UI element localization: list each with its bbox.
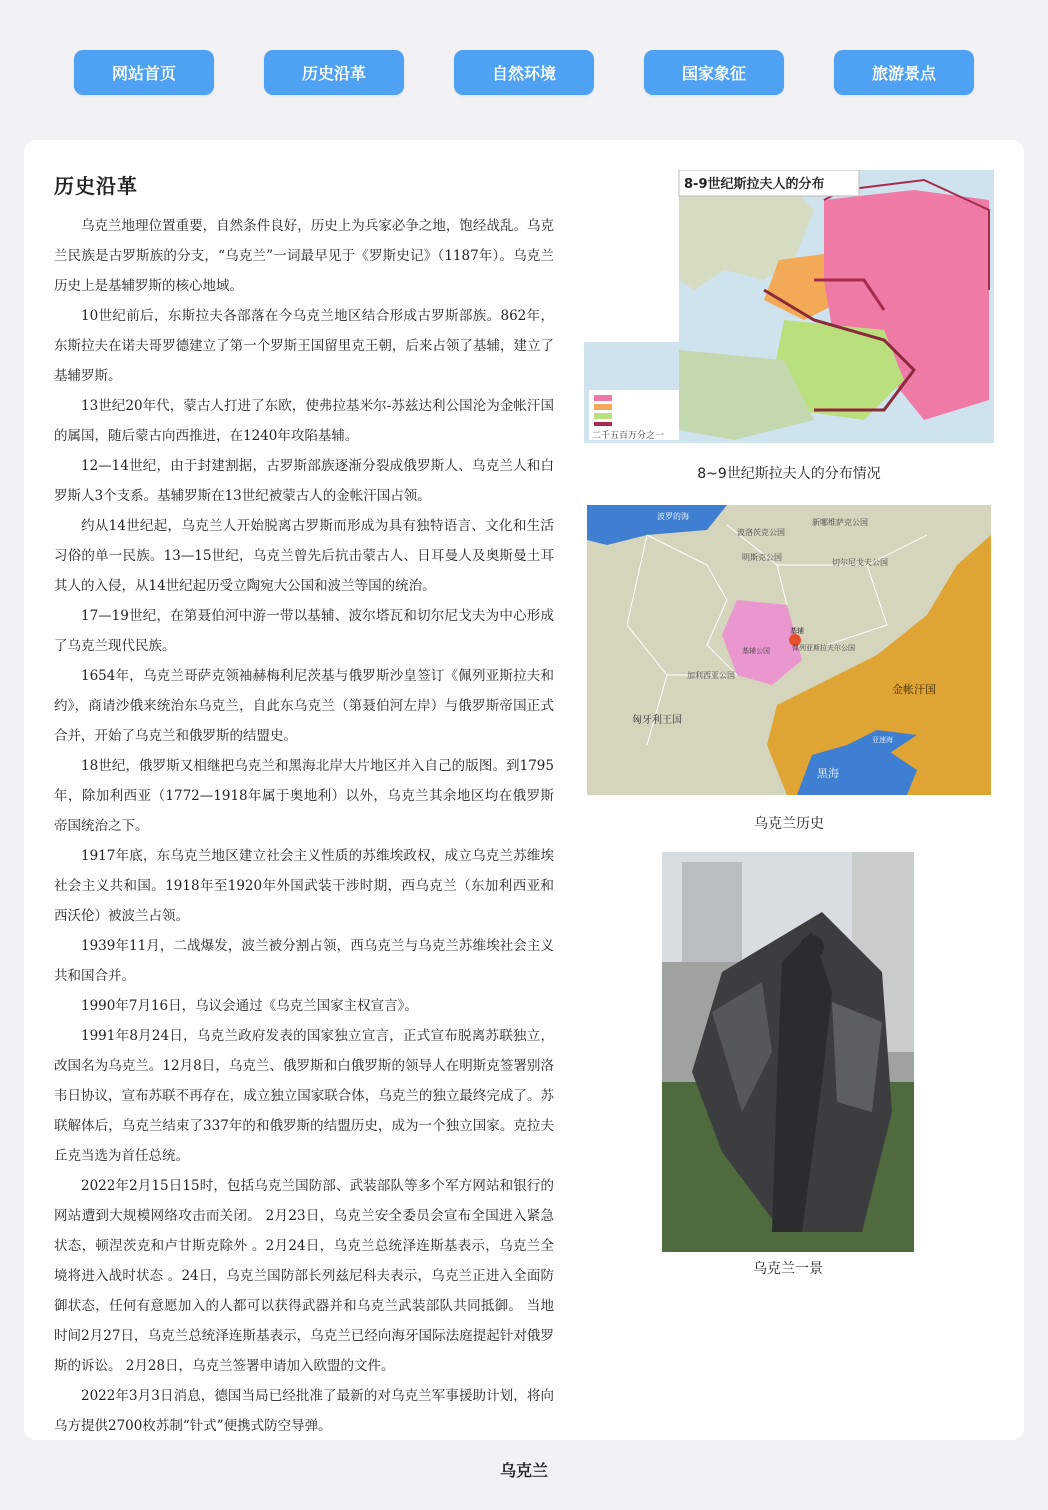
map1-scale: 二千五百万分之一 xyxy=(592,431,665,441)
article-paragraph: 1991年8月24日，乌克兰政府发表的国家独立宣言，正式宣布脱离苏联独立，改国名为乌克兰。12月8日，乌克兰、俄罗斯和白俄罗斯的领导人在明斯克签署别洛韦日协议，宣布苏联不再存在，成立独立国家联合体，乌克兰的独立最终完成了。苏联解体后，乌克兰结束了337年的和俄罗斯的结盟历史，成为一个独立国家。克拉夫丘克当选为首任总统。 xyxy=(54,1028,554,1164)
map1-title: 8-9世纪斯拉夫人的分布 xyxy=(684,177,825,192)
nav-attractions-button[interactable]: 旅游景点 xyxy=(834,50,974,95)
map2-caption: 乌克兰历史 xyxy=(754,816,824,832)
article-paragraph: 18世纪，俄罗斯又相继把乌克兰和黑海北岸大片地区并入自己的版图。到1795年，除加利西亚（1772—1918年属于奥地利）以外，乌克兰其余地区均在俄罗斯帝国统治之下。 xyxy=(54,758,554,834)
map2-label-baltic: 波罗的海 xyxy=(657,512,689,521)
article-paragraph: 10世纪前后，东斯拉夫各部落在今乌克兰地区结合形成古罗斯部族。862年，东斯拉夫在诺夫哥罗德建立了第一个罗斯王国留里克王朝，后来占领了基辅，建立了基辅罗斯。 xyxy=(54,308,554,384)
map2-label-galicia: 加利西亚公国 xyxy=(687,671,735,680)
article-paragraph: 17—19世纪，在第聂伯河中游一带以基辅、波尔塔瓦和切尔尼戈夫为中心形成了乌克兰现代民族。 xyxy=(54,608,554,654)
article-paragraph: 12—14世纪，由于封建割据，古罗斯部族逐渐分裂成俄罗斯人、乌克兰人和白罗斯人3个支系。基辅罗斯在13世纪被蒙古人的金帐汗国占领。 xyxy=(54,458,554,504)
map2-label-novgorod: 新哪维萨克公国 xyxy=(812,518,868,527)
map2-label-minsk: 明斯克公国 xyxy=(742,553,782,562)
nav-symbols-button[interactable]: 国家象征 xyxy=(644,50,784,95)
map2-label-kiev-city: 基辅 xyxy=(790,627,804,635)
map2-label-golden-horde: 金帐汗国 xyxy=(892,683,936,696)
article-paragraph: 1654年，乌克兰哥萨克领袖赫梅利尼茨基与俄罗斯沙皇签订《佩列亚斯拉夫和约》，商请沙俄来统治东乌克兰，自此东乌克兰（第聂伯河左岸）与俄罗斯帝国正式合并，开始了乌克兰和俄罗斯的结盟史。 xyxy=(54,668,554,744)
map1-caption: 8~9世纪斯拉夫人的分布情况 xyxy=(697,466,881,482)
monument-photo xyxy=(662,852,914,1252)
article-title: 历史沿革 xyxy=(54,174,138,198)
article-paragraph: 约从14世纪起，乌克兰人开始脱离古罗斯而形成为具有独特语言、文化和生活习俗的单一民族。13—15世纪，乌克兰曾先后抗击蒙古人、日耳曼人及奥斯曼土耳其人的入侵，从14世纪起历受立陶宛大公国和波兰等国的统治。 xyxy=(54,518,554,594)
content-card xyxy=(24,140,1024,1440)
map2-label-hungary: 匈牙利王国 xyxy=(632,715,682,726)
article-paragraph: 1917年底，东乌克兰地区建立社会主义性质的苏维埃政权，成立乌克兰苏维埃社会主义共和国。1918年至1920年外国武装干涉时期，西乌克兰（东加利西亚和西沃伦）被波兰占领。 xyxy=(54,848,554,924)
map2-label-chernigov: 切尔尼戈夫公国 xyxy=(832,558,888,567)
map2-label-polotsk: 波洛茨克公国 xyxy=(737,528,785,537)
map2-label-azov: 亚速海 xyxy=(872,736,893,744)
article-paragraph: 2022年2月15日15时，包括乌克兰国防部、武装部队等多个军方网站和银行的网站遭到大规模网络攻击而关闭。 2月23日，乌克兰安全委员会宣布全国进入紧急状态，顿涅茨克和卢甘斯克除外 。2月24日，乌克兰总统泽连斯基表示，乌克兰全境将进入战时状态 。24日，乌克兰国防部长列兹尼科夫表示，乌克兰正进入全面防御状态，任何有意愿加入的人都可以获得武器并和乌克兰武装部队共同抵御。 当地时间2月27日，乌克兰总统泽连斯基表示，乌克兰已经向海牙国际法庭提起针对俄罗斯的诉讼。 2月28日，乌克兰签署申请加入欧盟的文件。 xyxy=(54,1178,554,1374)
slavic-distribution-map xyxy=(584,170,994,443)
article-paragraph: 1939年11月，二战爆发，波兰被分割占领，西乌克兰与乌克兰苏维埃社会主义共和国合并。 xyxy=(54,938,554,984)
article-paragraph: 2022年3月3日消息，德国当局已经批准了最新的对乌克兰军事援助计划，将向乌方提供2700枚苏制“针式”便携式防空导弹。 xyxy=(54,1388,554,1434)
top-nav xyxy=(74,50,974,95)
photo-caption: 乌克兰一景 xyxy=(753,1261,823,1277)
map2-label-black-sea: 黑海 xyxy=(817,767,839,780)
principalities-map xyxy=(587,505,991,795)
nav-nature-button[interactable]: 自然环境 xyxy=(454,50,594,95)
article-paragraph: 13世纪20年代，蒙古人打进了东欧，使弗拉基米尔-苏兹达利公国沦为金帐汗国的属国，随后蒙古向西推进，在1240年攻陷基辅。 xyxy=(54,398,554,444)
nav-history-button[interactable]: 历史沿革 xyxy=(264,50,404,95)
article-paragraph: 1990年7月16日，乌议会通过《乌克兰国家主权宣言》。 xyxy=(81,998,418,1014)
article-paragraph: 乌克兰地理位置重要，自然条件良好，历史上为兵家必争之地，饱经战乱。乌克兰民族是古罗斯族的分支，“乌克兰”一词最早见于《罗斯史记》（1187年）。乌克兰历史上是基辅罗斯的核心地域。 xyxy=(54,218,554,294)
map2-label-kiev: 基辅公国 xyxy=(742,647,770,655)
footer-title: 乌克兰 xyxy=(499,1461,548,1480)
map2-label-pereyaslav: 佩列亚斯拉夫尔公国 xyxy=(792,644,855,652)
article xyxy=(54,170,554,1441)
nav-home-button[interactable]: 网站首页 xyxy=(74,50,214,95)
